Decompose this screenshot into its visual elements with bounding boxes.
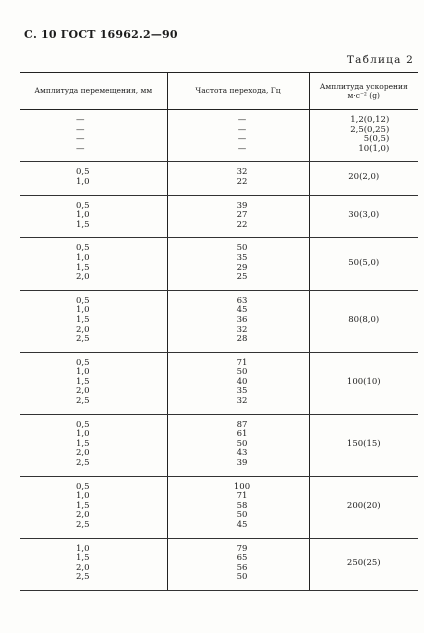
amplitude-cell-value: 1,0 bbox=[76, 543, 90, 554]
table-row bbox=[20, 110, 418, 162]
frequency-cell-value: 35 bbox=[236, 252, 248, 263]
amplitude-cell bbox=[20, 476, 167, 538]
acceleration-cell-value: 250(25) bbox=[346, 557, 381, 568]
frequency-cell-value: 39 bbox=[236, 200, 248, 211]
amplitude-cell-value: 2,5 bbox=[76, 572, 90, 583]
amplitude-cell-value: 1,0 bbox=[76, 210, 90, 221]
amplitude-cell-value: 1,0 bbox=[76, 176, 90, 187]
frequency-cell-value: 32 bbox=[236, 167, 248, 178]
frequency-cell-value: — bbox=[237, 124, 247, 135]
frequency-cell-value: 22 bbox=[236, 219, 248, 230]
amplitude-cell-value: 2,0 bbox=[76, 448, 90, 459]
table-row bbox=[20, 238, 418, 290]
amplitude-cell-value: 2,5 bbox=[76, 396, 90, 407]
amplitude-cell-value: 2,0 bbox=[76, 510, 90, 521]
amplitude-cell-value: 0,5 bbox=[76, 357, 90, 368]
page-header: С. 10 ГОСТ 16962.2—90 bbox=[24, 28, 178, 41]
frequency-cell bbox=[167, 195, 309, 238]
amplitude-cell bbox=[20, 162, 167, 195]
frequency-cell-value: 40 bbox=[236, 376, 248, 387]
acceleration-cell bbox=[309, 162, 418, 195]
frequency-cell bbox=[167, 538, 309, 590]
amplitude-cell-value: 0,5 bbox=[76, 419, 90, 430]
frequency-cell-value: 36 bbox=[236, 314, 248, 325]
column-header-frequency bbox=[167, 73, 309, 110]
acceleration-cell-value: 150(15) bbox=[346, 438, 381, 449]
frequency-cell-value: 50 bbox=[236, 510, 248, 521]
table-label: Таблица 2 bbox=[346, 54, 414, 66]
table-row bbox=[20, 538, 418, 590]
table-row bbox=[20, 162, 418, 195]
amplitude-cell bbox=[20, 195, 167, 238]
amplitude-cell-value: 2,0 bbox=[76, 562, 90, 573]
acceleration-cell-value: 100(10) bbox=[346, 376, 381, 387]
acceleration-cell bbox=[309, 414, 418, 476]
amplitude-cell-value: — bbox=[76, 143, 85, 154]
acceleration-cell bbox=[309, 195, 418, 238]
amplitude-cell-value: 1,5 bbox=[76, 438, 90, 449]
frequency-cell bbox=[167, 162, 309, 195]
frequency-cell-value: 87 bbox=[236, 419, 248, 430]
frequency-cell-value: 27 bbox=[236, 210, 248, 221]
amplitude-cell-value: 1,5 bbox=[76, 376, 90, 387]
frequency-cell-value: 100 bbox=[233, 481, 251, 492]
amplitude-cell-value: 0,5 bbox=[76, 243, 90, 254]
column-header-acceleration bbox=[309, 73, 418, 110]
column-header-frequency-label: Частота перехода, Гц bbox=[195, 86, 281, 96]
frequency-cell-value: 35 bbox=[236, 386, 248, 397]
amplitude-cell-value: 2,0 bbox=[76, 386, 90, 397]
vibration-parameters-table bbox=[20, 72, 418, 591]
table-row bbox=[20, 414, 418, 476]
frequency-cell bbox=[167, 238, 309, 290]
table-header-row bbox=[20, 73, 418, 110]
frequency-cell-value: — bbox=[237, 134, 247, 145]
frequency-cell bbox=[167, 110, 309, 162]
acceleration-cell bbox=[309, 110, 418, 162]
amplitude-cell bbox=[20, 352, 167, 414]
frequency-cell-value: 28 bbox=[236, 334, 248, 345]
frequency-cell-value: 50 bbox=[236, 367, 248, 378]
amplitude-cell bbox=[20, 414, 167, 476]
amplitude-cell-value: 1,0 bbox=[76, 367, 90, 378]
column-header-amplitude-label: Амплитуда перемещения, мм bbox=[34, 86, 153, 96]
frequency-cell-value: 63 bbox=[236, 295, 248, 306]
amplitude-cell-value: 1,5 bbox=[76, 553, 90, 564]
amplitude-cell-value: 1,5 bbox=[76, 500, 90, 511]
acceleration-cell-value: 80(8,0) bbox=[348, 314, 380, 325]
amplitude-cell-value: — bbox=[76, 134, 85, 145]
frequency-cell bbox=[167, 290, 309, 352]
frequency-cell-value: 45 bbox=[236, 520, 248, 530]
amplitude-cell-value: 0,5 bbox=[76, 295, 90, 306]
amplitude-cell bbox=[20, 290, 167, 352]
frequency-cell-value: 39 bbox=[236, 458, 248, 469]
frequency-cell-value: 50 bbox=[236, 243, 248, 254]
amplitude-cell-value: 2,5 bbox=[76, 334, 90, 345]
frequency-cell-value: 32 bbox=[236, 324, 248, 335]
frequency-cell-value: 50 bbox=[236, 572, 248, 583]
acceleration-cell bbox=[309, 476, 418, 538]
acceleration-cell-value: 10(1,0) bbox=[358, 143, 390, 154]
acceleration-cell bbox=[309, 238, 418, 290]
acceleration-cell-value: 20(2,0) bbox=[348, 172, 380, 183]
amplitude-cell bbox=[20, 538, 167, 590]
table-row bbox=[20, 352, 418, 414]
amplitude-cell-value: 2,5 bbox=[76, 520, 90, 530]
amplitude-cell-value: 1,0 bbox=[76, 305, 90, 316]
frequency-cell-value: 25 bbox=[236, 272, 248, 283]
column-header-acceleration-line1: Амплитуда ускорения bbox=[319, 81, 408, 91]
acceleration-cell bbox=[309, 538, 418, 590]
frequency-cell-value: 71 bbox=[236, 491, 248, 502]
amplitude-cell-value: 0,5 bbox=[76, 167, 90, 178]
frequency-cell-value: 71 bbox=[236, 357, 248, 368]
table-row bbox=[20, 290, 418, 352]
frequency-cell bbox=[167, 476, 309, 538]
column-header-acceleration-line2: м·с⁻² (g) bbox=[347, 91, 380, 100]
amplitude-cell-value: 2,0 bbox=[76, 324, 90, 335]
amplitude-cell-value: — bbox=[76, 115, 85, 125]
frequency-cell-value: 45 bbox=[236, 305, 248, 316]
table-body bbox=[20, 110, 418, 591]
table-row bbox=[20, 195, 418, 238]
acceleration-cell-value: 50(5,0) bbox=[348, 257, 380, 268]
amplitude-cell bbox=[20, 110, 167, 162]
amplitude-cell-value: 0,5 bbox=[76, 200, 90, 211]
acceleration-cell-value: 2,5(0,25) bbox=[350, 124, 390, 135]
amplitude-cell-value: 2,0 bbox=[76, 272, 90, 283]
amplitude-cell-value: 1,0 bbox=[76, 252, 90, 263]
amplitude-cell-value: 1,5 bbox=[76, 219, 90, 230]
acceleration-cell bbox=[309, 290, 418, 352]
acceleration-cell-value: 30(3,0) bbox=[348, 210, 380, 221]
amplitude-cell-value: 1,5 bbox=[76, 262, 90, 273]
frequency-cell-value: 61 bbox=[236, 429, 248, 440]
frequency-cell-value: — bbox=[237, 115, 247, 125]
acceleration-cell-value: 5(0,5) bbox=[363, 134, 390, 145]
frequency-cell bbox=[167, 414, 309, 476]
column-header-amplitude bbox=[20, 73, 167, 110]
frequency-cell-value: 32 bbox=[236, 396, 248, 407]
frequency-cell-value: 79 bbox=[236, 543, 248, 554]
frequency-cell-value: 65 bbox=[236, 553, 248, 564]
frequency-cell-value: — bbox=[237, 143, 247, 154]
amplitude-cell-value: 1,0 bbox=[76, 491, 90, 502]
amplitude-cell-value: 1,5 bbox=[76, 314, 90, 325]
amplitude-cell bbox=[20, 238, 167, 290]
acceleration-cell-value: 200(20) bbox=[346, 500, 381, 511]
amplitude-cell-value: 1,0 bbox=[76, 429, 90, 440]
frequency-cell bbox=[167, 352, 309, 414]
amplitude-cell-value: 0,5 bbox=[76, 481, 90, 492]
frequency-cell-value: 43 bbox=[236, 448, 248, 459]
amplitude-cell-value: 2,5 bbox=[76, 458, 90, 469]
amplitude-cell-value: — bbox=[76, 124, 85, 135]
frequency-cell-value: 58 bbox=[236, 500, 248, 511]
frequency-cell-value: 29 bbox=[236, 262, 248, 273]
frequency-cell-value: 56 bbox=[236, 562, 248, 573]
frequency-cell-value: 50 bbox=[236, 438, 248, 449]
frequency-cell-value: 22 bbox=[236, 176, 248, 187]
table-row bbox=[20, 476, 418, 538]
acceleration-cell-value: 1,2(0,12) bbox=[350, 115, 390, 125]
acceleration-cell bbox=[309, 352, 418, 414]
